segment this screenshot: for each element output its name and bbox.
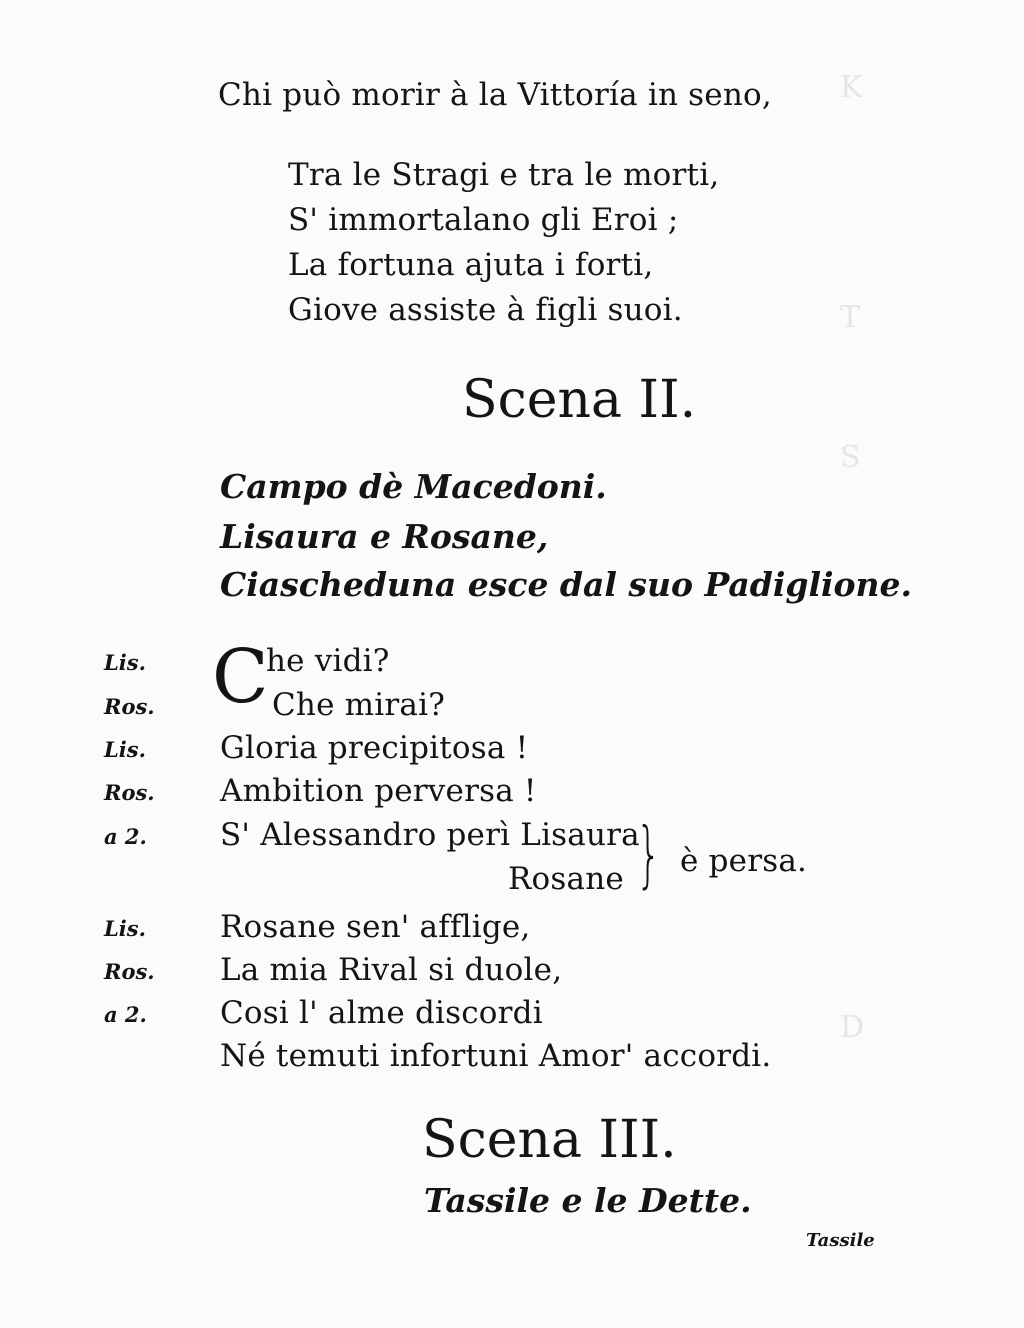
catchword: Tassile xyxy=(806,1230,875,1251)
speaker-label: Lis. xyxy=(104,737,146,762)
speaker-label: Ros. xyxy=(104,694,155,719)
scene-2-setting: Campo dè Macedoni. xyxy=(220,467,607,506)
scene-2-stage-direction: Ciascheduna esce dal suo Padiglione. xyxy=(220,565,913,604)
dialogue-line: he vidi? xyxy=(266,643,390,679)
scene-2-characters: Lisaura e Rosane, xyxy=(220,517,549,556)
speaker-label: a 2. xyxy=(104,1002,147,1027)
speaker-label: Lis. xyxy=(104,916,146,941)
dialogue-line: Che mirai? xyxy=(272,687,446,723)
dialogue-line: S' Alessandro perì Lisaura xyxy=(220,817,640,853)
dialogue-line: Né temuti infortuni Amor' accordi. xyxy=(220,1038,772,1074)
verse-line-4: La fortuna ajuta i forti, xyxy=(288,247,654,283)
brace-text: è persa. xyxy=(680,843,808,879)
dialogue-line: Cosi l' alme discordi xyxy=(220,995,543,1031)
drop-cap: C xyxy=(212,634,269,720)
bleed-through-text: S xyxy=(840,440,861,475)
verse-line-2: Tra le Stragi e tra le morti, xyxy=(288,157,720,193)
dialogue-line: Rosane xyxy=(508,861,624,897)
dialogue-line: La mia Rival si duole, xyxy=(220,952,563,988)
verse-line-1: Chi può morir à la Vittoría in seno, xyxy=(218,77,772,113)
verse-line-3: S' immortalano gli Eroi ; xyxy=(288,202,679,238)
speaker-label: a 2. xyxy=(104,824,147,849)
dialogue-line: Rosane sen' afflige, xyxy=(220,909,531,945)
bleed-through-text: T xyxy=(840,300,861,335)
bleed-through-text: D xyxy=(840,1010,865,1045)
dialogue-line: Gloria precipitosa ! xyxy=(220,730,529,766)
speaker-label: Ros. xyxy=(104,959,155,984)
scene-3-heading: Scena III. xyxy=(422,1110,677,1170)
speaker-label: Ros. xyxy=(104,780,155,805)
bleed-through-text: K xyxy=(840,70,863,105)
scene-2-heading: Scena II. xyxy=(462,370,697,430)
speaker-label: Lis. xyxy=(104,650,146,675)
verse-line-5: Giove assiste à figli suoi. xyxy=(288,292,683,328)
curly-brace: } xyxy=(636,812,662,896)
dialogue-line: Ambition perversa ! xyxy=(220,773,537,809)
scene-3-characters: Tassile e le Dette. xyxy=(424,1181,752,1220)
